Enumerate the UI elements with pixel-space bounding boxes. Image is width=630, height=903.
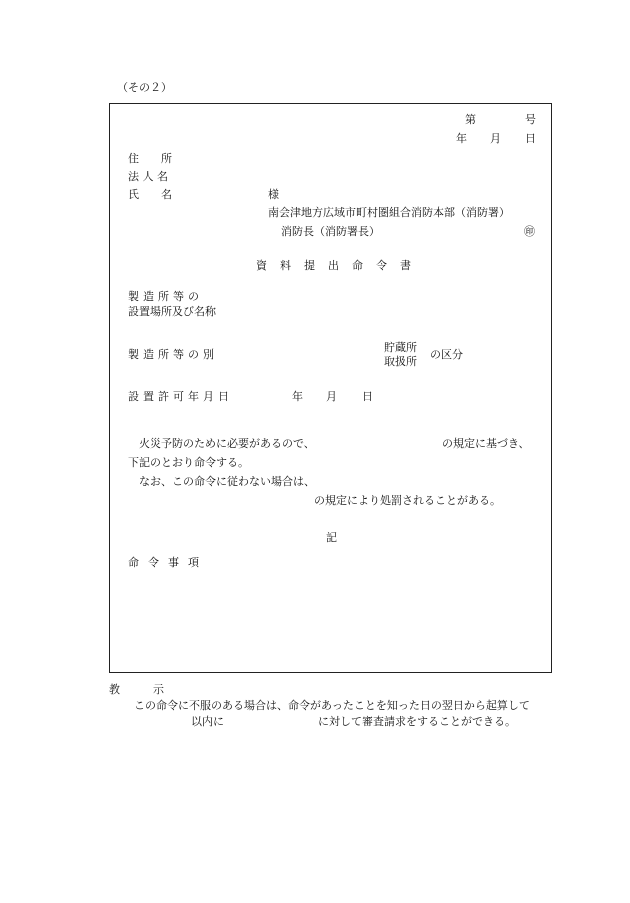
number-prefix: 第 (465, 113, 476, 126)
notice-line2-b: に対して審査請求をすることができる。 (318, 715, 516, 728)
body-line1-b: の規定に基づき、 (442, 437, 530, 450)
permit-date-label: 設置許可年月日 (128, 390, 233, 403)
honorific: 様 (268, 188, 279, 201)
date-month: 月 (490, 132, 501, 145)
number-suffix: 号 (525, 113, 536, 126)
type-option-handling: 取扱所 (384, 354, 417, 368)
ki-heading: 記 (326, 531, 337, 544)
type-option-storage: 貯蔵所 (384, 341, 417, 354)
facility-type-suffix: の区分 (430, 348, 463, 361)
corporation-name-label: 法 人 名 (128, 170, 168, 183)
name-label: 氏 名 (128, 188, 172, 201)
address-label: 住 所 (128, 152, 172, 165)
body-line1-a: 火災予防のために必要があるので、 (139, 437, 315, 450)
date-year: 年 (456, 132, 467, 145)
order-items-label: 命令事項 (128, 556, 208, 569)
facility-type-label: 製造所等の別 (128, 348, 218, 361)
document-title: 資料提出命令書 (256, 259, 424, 272)
body-line4: の規定により処罰されることがある。 (314, 494, 501, 507)
facility-label-line1: 製造所等の (128, 290, 203, 303)
notice-title: 教 示 (109, 683, 164, 696)
order-form-frame (109, 103, 552, 673)
section-label: （その２） (117, 81, 172, 94)
notice-line1: この命令に不服のある場合は、命令があったことを知った日の翌日から起算して (134, 699, 530, 712)
body-line3: なお、この命令に従わない場合は、 (139, 475, 315, 488)
body-line2: 下記のとおり命令する。 (128, 456, 249, 469)
seal-mark: ㊞ (524, 225, 535, 238)
permit-month: 月 (326, 390, 337, 403)
issuer-chief: 消防長（消防署長） (281, 225, 380, 238)
permit-year: 年 (292, 390, 303, 403)
issuer-organization: 南会津地方広域市町村圏組合消防本部（消防署） (268, 206, 510, 219)
facility-type-options (384, 341, 417, 369)
date-day: 日 (525, 132, 536, 145)
notice-line2-a: 以内に (191, 715, 224, 728)
facility-label-line2: 設置場所及び名称 (128, 305, 216, 318)
permit-day: 日 (362, 390, 373, 403)
